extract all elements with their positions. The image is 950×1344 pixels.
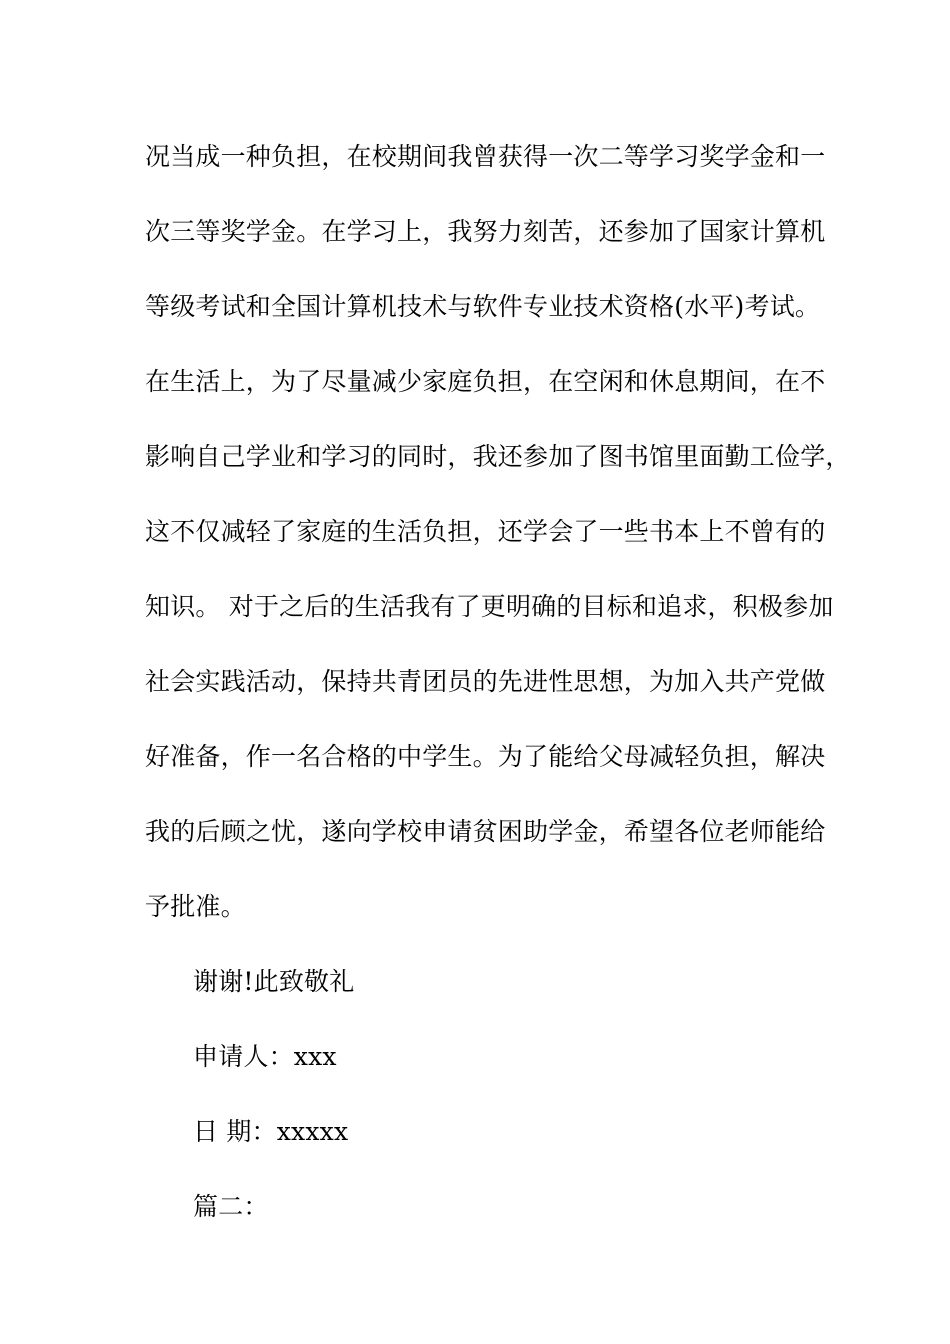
body-line-11: 予批准。 <box>145 892 246 921</box>
body-line-4: 在生活上，为了尽量减少家庭负担，在空闲和休息期间，在不 <box>145 367 826 396</box>
date-line: 日 期：xxxxx <box>193 1117 349 1146</box>
applicant-line: 申请人：xxx <box>193 1042 337 1071</box>
body-line-2: 次三等奖学金。在学习上，我努力刻苦，还参加了国家计算机 <box>145 217 826 246</box>
body-line-1: 况当成一种负担，在校期间我曾获得一次二等学习奖学金和一 <box>145 142 826 171</box>
body-line-9: 好准备，作一名合格的中学生。为了能给父母减轻负担，解决 <box>145 742 826 771</box>
body-line-5: 影响自己学业和学习的同时，我还参加了图书馆里面勤工俭学， <box>145 442 851 471</box>
section-heading: 篇二： <box>193 1192 269 1221</box>
body-line-10: 我的后顾之忧，遂向学校申请贫困助学金，希望各位老师能给 <box>145 817 826 846</box>
body-line-3: 等级考试和全国计算机技术与软件专业技术资格(水平)考试。 <box>145 292 821 321</box>
closing-salutation: 谢谢!此致敬礼 <box>193 967 355 996</box>
body-line-8: 社会实践活动，保持共青团员的先进性思想，为加入共产党做 <box>145 667 826 696</box>
body-line-6: 这不仅减轻了家庭的生活负担，还学会了一些书本上不曾有的 <box>145 517 826 546</box>
body-line-7: 知识。 对于之后的生活我有了更明确的目标和追求，积极参加 <box>145 592 834 621</box>
